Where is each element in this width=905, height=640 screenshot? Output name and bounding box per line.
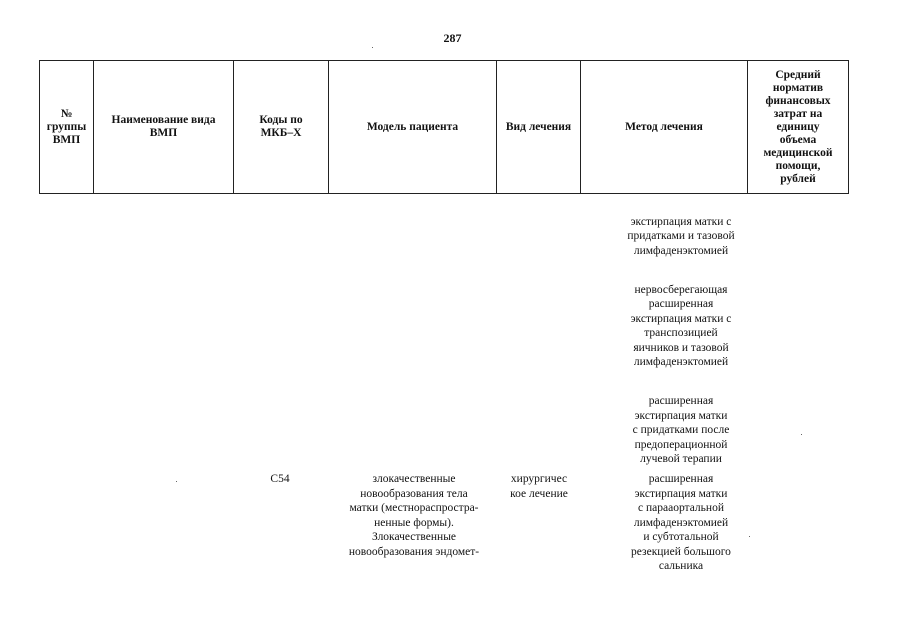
scan-speck [801,434,802,435]
row-patient-model: злокачественные новообразования тела матки (местнораспростра- ненные формы). Злокачественные новообразования эндомет- [348,473,480,558]
scan-speck [176,481,177,482]
col-header-treatment-type: Вид лечения [497,61,581,194]
scan-speck [372,47,373,48]
row-icd-code: C54 [270,473,290,485]
method-item: экстирпация матки с придатками и тазовой лимфаденэктомией [627,215,735,257]
col-header-patient-model: Модель пациента [329,61,497,194]
method-item: нервосберегающая расширенная экстирпация матки с транспозицией яичников и тазовой лимфаденэктомией [630,283,732,368]
table-header [39,60,849,194]
col-header-average-cost: Средний норматив финансовых затрат на единицу объема медицинской помощи, рублей [748,61,849,194]
col-header-vmp-name: Наименование вида ВМП [94,61,234,194]
col-header-icd-codes: Коды по МКБ–Х [234,61,329,194]
method-item: расширенная экстирпация матки с придатками после предоперационной лучевой терапии [632,395,730,465]
scan-speck [749,536,750,537]
row-treatment-method: расширенная экстирпация матки с парааортальной лимфаденэктомией и субтотальной резекцией большого сальника [631,473,731,572]
method-continuation [596,200,766,481]
row-treatment-type: хирургичес кое лечение [510,473,568,500]
col-header-group-number: № группы ВМП [40,61,94,194]
col-header-treatment-method: Метод лечения [581,61,748,194]
page-number: 287 [443,31,462,45]
